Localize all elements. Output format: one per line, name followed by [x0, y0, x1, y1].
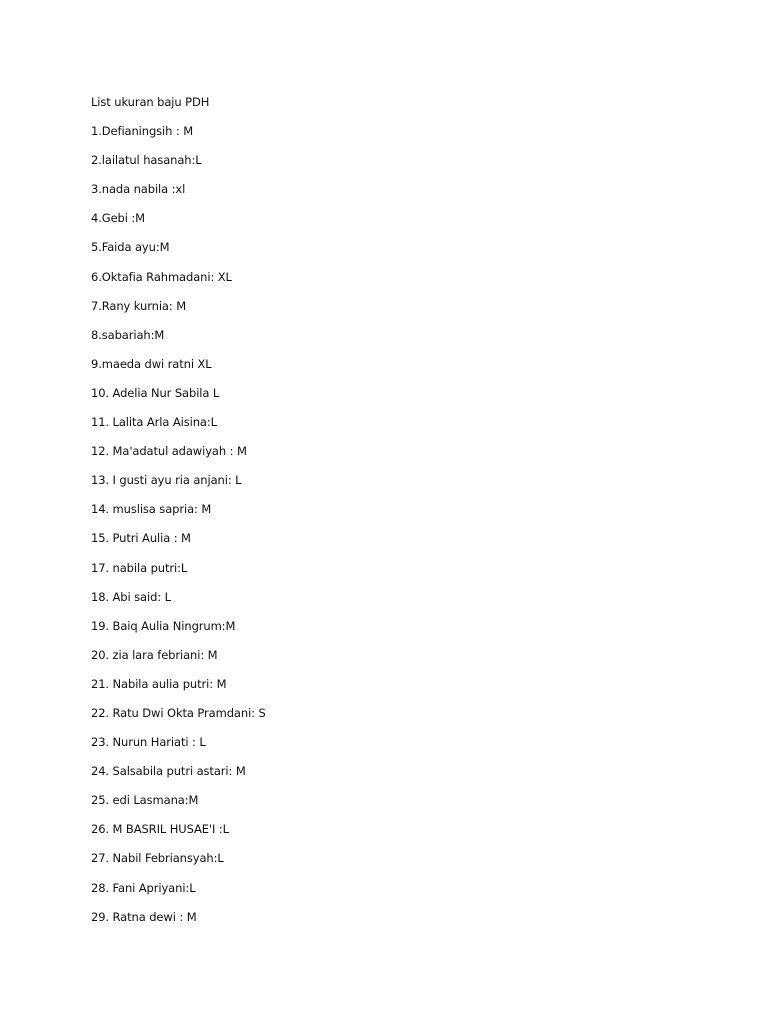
list-item: 7.Rany kurnia: M	[91, 298, 187, 313]
document-body	[91, 92, 691, 936]
list-item: 22. Ratu Dwi Okta Pramdani: S	[91, 705, 266, 720]
list-item: 26. M BASRIL HUSAE'I :L	[91, 822, 229, 837]
list-item: 19. Baiq Aulia Ningrum:M	[91, 618, 236, 633]
list-item: 3.nada nabila :xl	[91, 182, 186, 197]
list-item: 12. Ma'adatul adawiyah : M	[91, 444, 247, 459]
list-item: 17. nabila putri:L	[91, 560, 188, 575]
list-item: 24. Salsabila putri astari: M	[91, 764, 246, 779]
list-item: 21. Nabila aulia putri: M	[91, 676, 227, 691]
list-item: 20. zia lara febriani: M	[91, 647, 218, 662]
document-title: List ukuran baju PDH	[91, 95, 210, 109]
list-item: 5.Faida ayu:M	[91, 240, 170, 255]
list-item: 6.Oktafia Rahmadani: XL	[91, 269, 232, 284]
list-item: 13. I gusti ayu ria anjani: L	[91, 473, 242, 488]
list-item: 15. Putri Aulia : M	[91, 531, 191, 546]
list-item: 11. Lalita Arla Aisina:L	[91, 415, 217, 430]
list-item: 8.sabariah:M	[91, 327, 165, 342]
list-item: 14. muslisa sapria: M	[91, 502, 212, 517]
list-item: 10. Adelia Nur Sabila L	[91, 385, 220, 400]
list-item: 4.Gebi :M	[91, 211, 146, 226]
list-item: 25. edi Lasmana:M	[91, 793, 199, 808]
list-item: 28. Fani Apriyani:L	[91, 880, 196, 895]
list-item: 29. Ratna dewi : M	[91, 909, 197, 924]
list-item: 9.maeda dwi ratni XL	[91, 356, 212, 371]
list-item: 23. Nurun Hariati : L	[91, 735, 206, 750]
list-item: 2.lailatul hasanah:L	[91, 153, 202, 168]
list-item: 27. Nabil Febriansyah:L	[91, 851, 224, 866]
list-item: 1.Defianingsih : M	[91, 124, 194, 139]
list-item: 18. Abi said: L	[91, 589, 171, 604]
